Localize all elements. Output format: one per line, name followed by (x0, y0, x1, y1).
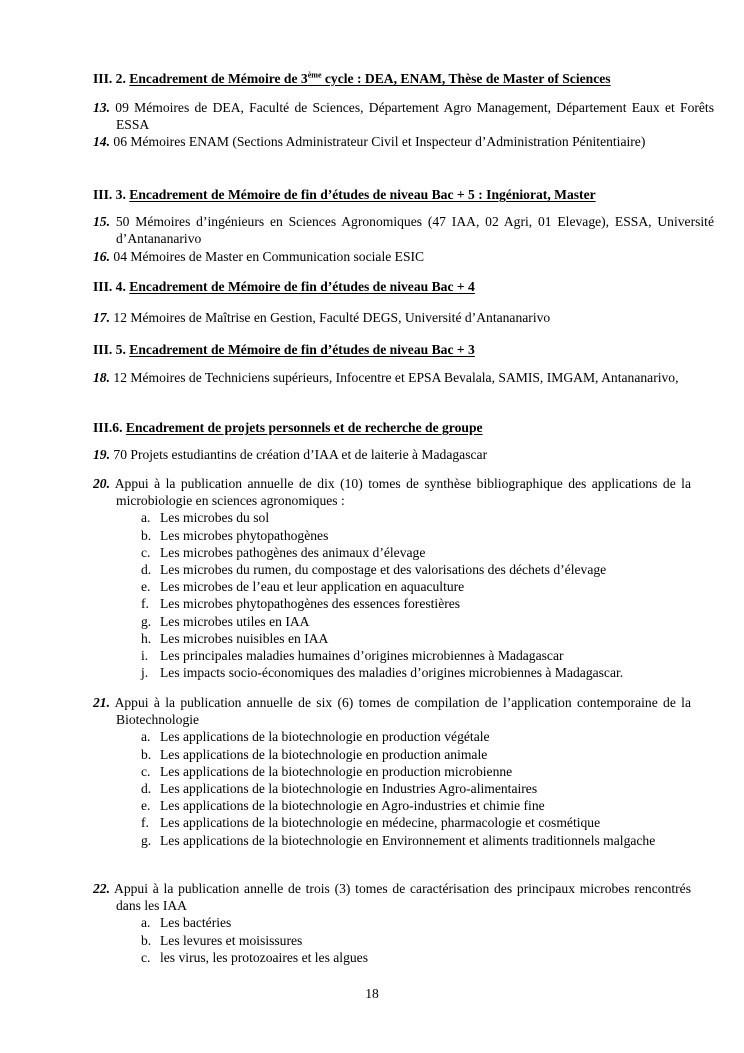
item-text: 12 Mémoires de Maîtrise en Gestion, Faculté DEGS, Université d’Antananarivo (113, 310, 551, 325)
item-number: 17. (93, 310, 110, 325)
section-prefix: III. 5. (93, 342, 126, 357)
item-text: Appui à la publication annuelle de six (6) tomes de compilation de l’application contemporaine de la Biotechnologie (114, 695, 691, 728)
item-number: 18. (93, 370, 110, 385)
sub-list-item (93, 544, 691, 561)
section-title: Encadrement de Mémoire de fin d’études de niveau Bac + 3 (129, 342, 475, 357)
list-item-19 (93, 446, 714, 463)
sub-list-item (93, 949, 691, 966)
item-text: 09 Mémoires de DEA, Faculté de Sciences, Département Agro Management, Département Eaux et Forêts ESSA (115, 100, 714, 133)
sub-list-item (93, 578, 691, 595)
sub-item-text: Les applications de la biotechnologie en médecine, pharmacologie et cosmétique (160, 815, 601, 831)
item-number: 21. (93, 695, 110, 710)
list-item-20 (93, 475, 691, 681)
sub-item-letter: a. (141, 915, 151, 931)
list-item-21 (93, 694, 691, 849)
sub-item-text: Les applications de la biotechnologie en production microbienne (160, 763, 513, 779)
section-title-cont: cycle : DEA, ENAM, Thèse de Master of Sciences (321, 71, 611, 86)
sub-item-text: Les microbes pathogènes des animaux d’élevage (160, 544, 426, 560)
sub-list-item (93, 728, 691, 745)
section-heading-iii-3 (93, 186, 691, 203)
list-item-17 (93, 309, 714, 326)
item-number: 15. (93, 214, 110, 229)
sub-item-text: Les applications de la biotechnologie en Agro-industries et chimie fine (160, 798, 545, 814)
sub-item-text: les virus, les protozoaires et les algues (160, 949, 369, 965)
sub-item-letter: a. (141, 510, 151, 526)
item-number: 14. (93, 134, 110, 149)
item-text: 50 Mémoires d’ingénieurs en Sciences Agronomiques (47 IAA, 02 Agri, 01 Elevage), ESSA, Université d’Antananarivo (115, 214, 714, 247)
sub-item-text: Les microbes utiles en IAA (160, 613, 310, 629)
sub-item-letter: f. (141, 815, 149, 831)
item-number: 20. (93, 476, 110, 491)
list-item-15 (93, 213, 714, 247)
sub-item-text: Les microbes de l’eau et leur application en aquaculture (160, 579, 465, 595)
section-prefix: III. 4. (93, 279, 126, 294)
sub-item-letter: c. (141, 949, 151, 965)
section-heading-iii-6 (93, 419, 691, 436)
item-text: Appui à la publication annuelle de dix (10) tomes de synthèse bibliographique des applications de la microbiologie en sciences agronomiques : (114, 476, 691, 509)
item-text: Appui à la publication annelle de trois (3) tomes de caractérisation des principaux microbes rencontrés dans les IAA (110, 881, 691, 914)
sub-item-letter: b. (141, 527, 152, 543)
sub-list-item (93, 797, 691, 814)
sub-item-letter: g. (141, 832, 152, 848)
sub-item-text: Les applications de la biotechnologie en Environnement et aliments traditionnels malgache (160, 832, 656, 848)
sub-list-item (93, 630, 691, 647)
sub-item-text: Les applications de la biotechnologie en production végétale (160, 729, 490, 745)
list-item-13 (93, 99, 714, 133)
sub-item-text: Les levures et moisissures (160, 932, 303, 948)
item-text: 70 Projets estudiantins de création d’IAA et de laiterie à Madagascar (113, 447, 488, 462)
sub-item-letter: b. (141, 746, 152, 762)
sub-item-letter: f. (141, 596, 149, 612)
list-item-22 (93, 880, 691, 966)
sub-list-item (93, 832, 691, 849)
item-number: 22. (93, 881, 110, 896)
superscript: ème (307, 70, 322, 80)
sub-list (93, 509, 691, 681)
sub-item-text: Les microbes du sol (160, 510, 270, 526)
section-title: Encadrement de Mémoire de fin d’études de niveau Bac + 5 : Ingéniorat, Master (129, 187, 596, 202)
sub-list-item (93, 527, 691, 544)
section-prefix: III.6. (93, 420, 123, 435)
page-number: 18 (365, 986, 379, 1001)
section-prefix: III. 3. (93, 187, 126, 202)
item-number: 13. (93, 100, 110, 115)
sub-list-item (93, 561, 691, 578)
section-heading-iii-2 (93, 70, 691, 87)
sub-list-item (93, 763, 691, 780)
sub-item-letter: b. (141, 932, 152, 948)
sub-item-letter: d. (141, 562, 152, 578)
sub-item-letter: j. (141, 665, 149, 681)
section-heading-iii-5 (93, 341, 691, 358)
sub-item-letter: e. (141, 579, 151, 595)
sub-item-text: Les impacts socio-économiques des maladies d’origines microbiennes à Madagascar. (160, 665, 624, 681)
item-number: 19. (93, 447, 110, 462)
sub-item-text: Les bactéries (160, 915, 232, 931)
sub-item-text: Les microbes du rumen, du compostage et des valorisations des déchets d’élevage (160, 562, 607, 578)
sub-list-item (93, 780, 691, 797)
sub-list-item (93, 595, 691, 612)
sub-item-letter: c. (141, 763, 151, 779)
sub-item-text: Les applications de la biotechnologie en production animale (160, 746, 488, 762)
sub-list-item (93, 664, 691, 681)
sub-item-letter: h. (141, 630, 152, 646)
sub-item-letter: a. (141, 729, 151, 745)
sub-item-text: Les microbes nuisibles en IAA (160, 630, 329, 646)
sub-list-item (93, 613, 691, 630)
section-prefix: III. 2. (93, 71, 126, 86)
sub-item-letter: c. (141, 544, 151, 560)
item-text: 04 Mémoires de Master en Communication sociale ESIC (113, 249, 425, 264)
sub-item-text: Les principales maladies humaines d’origines microbiennes à Madagascar (160, 648, 564, 664)
list-item-14 (93, 133, 714, 150)
sub-list-item (93, 814, 691, 831)
sub-list-item (93, 647, 691, 664)
item-text: 12 Mémoires de Techniciens supérieurs, Infocentre et EPSA Bevalala, SAMIS, IMGAM, Antananarivo, (113, 370, 679, 385)
section-title: Encadrement de projets personnels et de recherche de groupe (125, 420, 483, 435)
section-title: Encadrement de Mémoire de 3 (129, 71, 308, 86)
sub-item-text: Les applications de la biotechnologie en Industries Agro-alimentaires (160, 781, 538, 797)
sub-item-letter: g. (141, 613, 152, 629)
sub-list (93, 728, 691, 848)
sub-item-letter: e. (141, 798, 151, 814)
sub-item-text: Les microbes phytopathogènes des essences forestières (160, 596, 461, 612)
item-text: 06 Mémoires ENAM (Sections Administrateur Civil et Inspecteur d’Administration Pénitentiaire) (113, 134, 646, 149)
list-item-18 (93, 369, 714, 386)
item-number: 16. (93, 249, 110, 264)
sub-list (93, 914, 691, 966)
list-item-16 (93, 248, 714, 265)
sub-item-letter: i. (141, 648, 149, 664)
sub-item-text: Les microbes phytopathogènes (160, 527, 329, 543)
sub-list-item (93, 932, 691, 949)
sub-list-item (93, 914, 691, 931)
sub-list-item (93, 509, 691, 526)
section-heading-iii-4 (93, 278, 691, 295)
section-title: Encadrement de Mémoire de fin d’études de niveau Bac + 4 (129, 279, 475, 294)
sub-item-letter: d. (141, 781, 152, 797)
sub-list-item (93, 746, 691, 763)
